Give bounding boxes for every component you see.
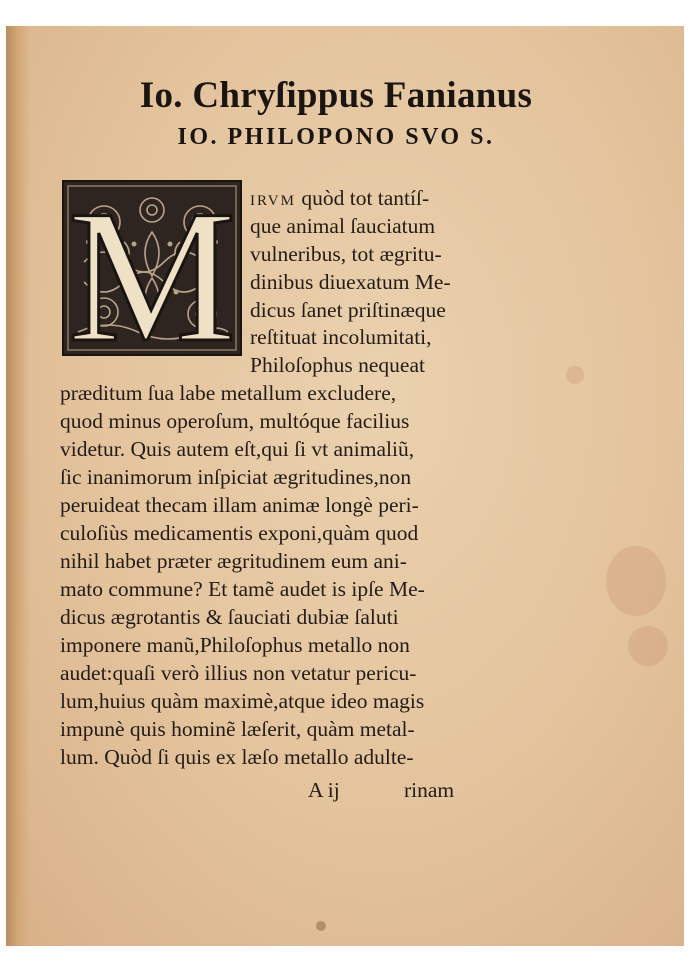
text-line: que animal ſauciatum xyxy=(250,214,436,238)
text-line: præditum ſua labe metallum excludere, xyxy=(60,381,397,405)
text-line: peruideat thecam illam animæ longè peri- xyxy=(60,493,419,517)
foxing-stain xyxy=(316,921,326,931)
text-line: imponere manũ,Philoſophus metallo non xyxy=(60,633,410,657)
catchword: rinam xyxy=(404,778,455,802)
text-line: audet:quaſi verò illius non vetatur pericu- xyxy=(60,661,417,685)
foxing-stain xyxy=(606,546,666,616)
text-line: quod minus operoſum, multóque facilius xyxy=(60,409,410,433)
text-line: impunè quis hominẽ læſerit, quàm metal- xyxy=(60,717,415,741)
text-line: Philoſophus nequeat xyxy=(250,353,425,377)
text-line: reſtituat incolumitati, xyxy=(250,325,432,349)
page-title: Io. Chryſippus Fanianus xyxy=(139,75,533,116)
line-text: quòd tot tantíſ- xyxy=(295,186,430,210)
text-line: ſic inanimorum inſpiciat ægritudines,non xyxy=(60,465,412,489)
text-line: nihil habet præter ægritudinem eum ani- xyxy=(60,549,407,573)
initial-letter: M xyxy=(67,182,237,354)
decorated-initial xyxy=(62,180,242,356)
text-line: culoſiùs medicamentis exponi,quàm quod xyxy=(60,521,419,545)
book-page xyxy=(6,26,684,946)
text-line xyxy=(250,186,429,214)
text-line: dicus ſanet priſtinæque xyxy=(250,298,446,322)
text-line: dicus ægrotantis & ſauciati dubiæ ſaluti xyxy=(60,605,399,629)
page-subtitle: IO. PHILOPONO SVO S. xyxy=(177,124,495,150)
text-line: lum. Quòd ſi quis ex læſo metallo adulte- xyxy=(60,745,414,769)
text-line: dinibus diuexatum Me- xyxy=(250,270,451,294)
smallcaps-word: IRVM xyxy=(250,193,296,209)
text-line: vulneribus, tot ægritu- xyxy=(250,242,442,266)
floral-ornament-icon xyxy=(64,182,240,354)
page-gutter xyxy=(6,26,30,946)
signature-mark: A ij xyxy=(308,778,340,802)
text-line: lum,huius quàm maximè,atque ideo magis xyxy=(60,689,425,713)
foxing-stain xyxy=(566,366,584,384)
foxing-stain xyxy=(628,626,668,666)
text-line: mato commune? Et tamẽ audet is ipſe Me- xyxy=(60,577,425,601)
text-line: videtur. Quis autem eſt,qui ſi vt animaliũ, xyxy=(60,437,415,461)
